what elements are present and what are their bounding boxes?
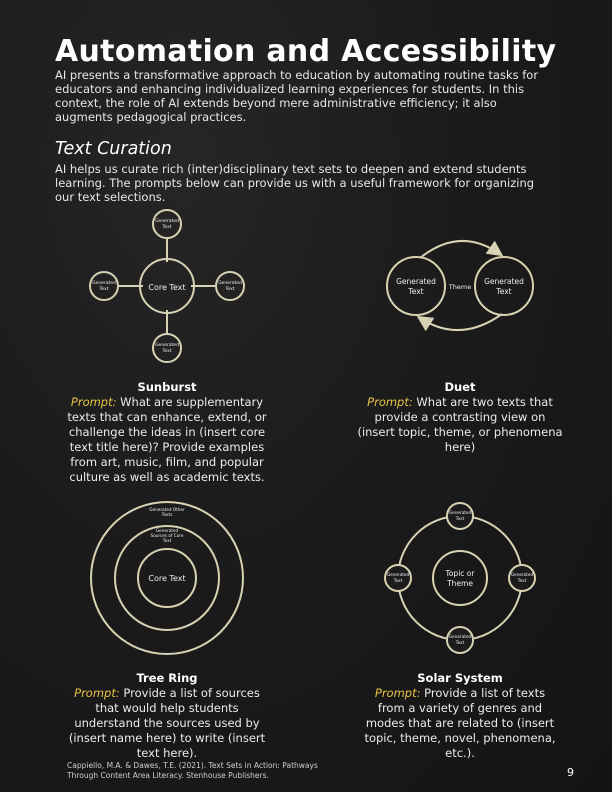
solar-top-label-1: Generated — [448, 510, 472, 515]
duet-left-label-1: Generated — [396, 277, 436, 286]
tree-ring-outer-label-1: Generated Other — [149, 507, 185, 512]
solar-system-name: Solar System — [417, 671, 503, 685]
solar-left-label-1: Generated — [386, 572, 410, 577]
sunburst-top-circle — [153, 210, 181, 238]
duet-right-label-2: Text — [496, 287, 512, 296]
duet-prompt-label: Prompt: — [367, 395, 413, 409]
solar-bottom-label-2: Text — [455, 640, 465, 645]
sunburst-left-label-2: Text — [99, 287, 109, 292]
page-number: 9 — [567, 766, 574, 779]
sunburst-diagram — [90, 210, 244, 362]
duet-caption — [355, 380, 565, 455]
sunburst-top-label-2: Text — [162, 225, 172, 230]
solar-right-label-1: Generated — [510, 572, 534, 577]
tree-ring-middle-label-2: Sources of Core — [150, 533, 184, 538]
solar-center-circle — [433, 551, 487, 605]
solar-bottom-label-1: Generated — [448, 634, 472, 639]
sunburst-left-label-1: Generated — [92, 281, 116, 286]
section-title: Text Curation — [55, 139, 172, 159]
solar-system-prompt-label: Prompt: — [374, 686, 421, 700]
solar-system-diagram — [385, 503, 535, 653]
tree-ring-diagram — [91, 502, 243, 654]
solar-system-caption — [360, 671, 560, 761]
tree-ring-middle-label-1: Generated — [155, 528, 179, 533]
page-title: Automation and Accessibility — [55, 34, 557, 69]
citation-footer: Cappiello, M.A. & Dawes, T.E. (2021). Text Sets in Action: Pathways Through Content Area Literacy. Stenhouse Publishers. — [67, 761, 318, 780]
sunburst-caption — [62, 380, 272, 485]
duet-bottom-arrow — [420, 314, 502, 330]
duet-diagram — [387, 241, 533, 330]
intro-paragraph: AI presents a transformative approach to education by automating routine tasks for educators and enhancing individualized learning experiences for students. In this context, the role of AI extends beyond mere administrative efficiency; it also augments pedagogical practices. — [55, 68, 539, 124]
solar-center-label-1: Topic or — [445, 569, 475, 578]
solar-right-label-2: Text — [517, 578, 527, 583]
sunburst-bottom-circle — [153, 334, 181, 362]
solar-left-label-2: Text — [393, 578, 403, 583]
duet-left-label-2: Text — [408, 287, 424, 296]
duet-left-circle — [387, 257, 445, 315]
duet-theme-label: Theme — [448, 283, 472, 291]
sunburst-bottom-label-2: Text — [162, 349, 172, 354]
section-paragraph: AI helps us curate rich (inter)disciplinary text sets to deepen and extend students learning. The prompts below can provide us with a useful framework for organizing our text selections. — [55, 162, 535, 204]
tree-ring-prompt-label: Prompt: — [74, 686, 120, 700]
sunburst-right-label-1: Generated — [218, 281, 242, 286]
sunburst-core-label: Core Text — [148, 283, 186, 292]
sunburst-right-label-2: Text — [225, 287, 235, 292]
duet-name: Duet — [444, 380, 476, 394]
sunburst-bottom-label-1: Generated — [155, 343, 179, 348]
solar-orbit-circle — [398, 516, 522, 640]
solar-center-label-2: Theme — [447, 579, 473, 588]
sunburst-right-circle — [216, 272, 244, 300]
tree-ring-prompt-text: Provide a list of sources that would help students understand the sources used by (insert name here) to write (insert text here). — [68, 686, 266, 760]
tree-ring-caption — [67, 671, 267, 761]
sunburst-prompt-text: What are supplementary texts that can enhance, extend, or challenge the ideas in (insert core text title here)? Provide examples from art, music, film, and popular culture as well as academic texts. — [67, 395, 267, 484]
duet-prompt-text: What are two texts that provide a contrasting view on (insert topic, theme, or phenomena here) — [357, 395, 563, 454]
duet-right-circle — [475, 257, 533, 315]
duet-right-label-1: Generated — [484, 277, 524, 286]
solar-top-label-2: Text — [455, 516, 465, 521]
sunburst-top-label-1: Generated — [155, 219, 179, 224]
solar-system-prompt-text: Provide a list of texts from a variety of genres and modes that are related to (insert topic, theme, novel, phenomena, etc.). — [364, 686, 556, 760]
tree-ring-middle-label-3: Text — [162, 538, 172, 543]
sunburst-left-circle — [90, 272, 118, 300]
sunburst-name: Sunburst — [137, 380, 197, 394]
sunburst-prompt-label: Prompt: — [70, 395, 117, 409]
tree-ring-core-label: Core Text — [148, 574, 186, 583]
tree-ring-name: Tree Ring — [136, 671, 198, 685]
tree-ring-outer-label-2: Texts — [161, 512, 173, 517]
duet-top-arrow — [420, 241, 500, 258]
